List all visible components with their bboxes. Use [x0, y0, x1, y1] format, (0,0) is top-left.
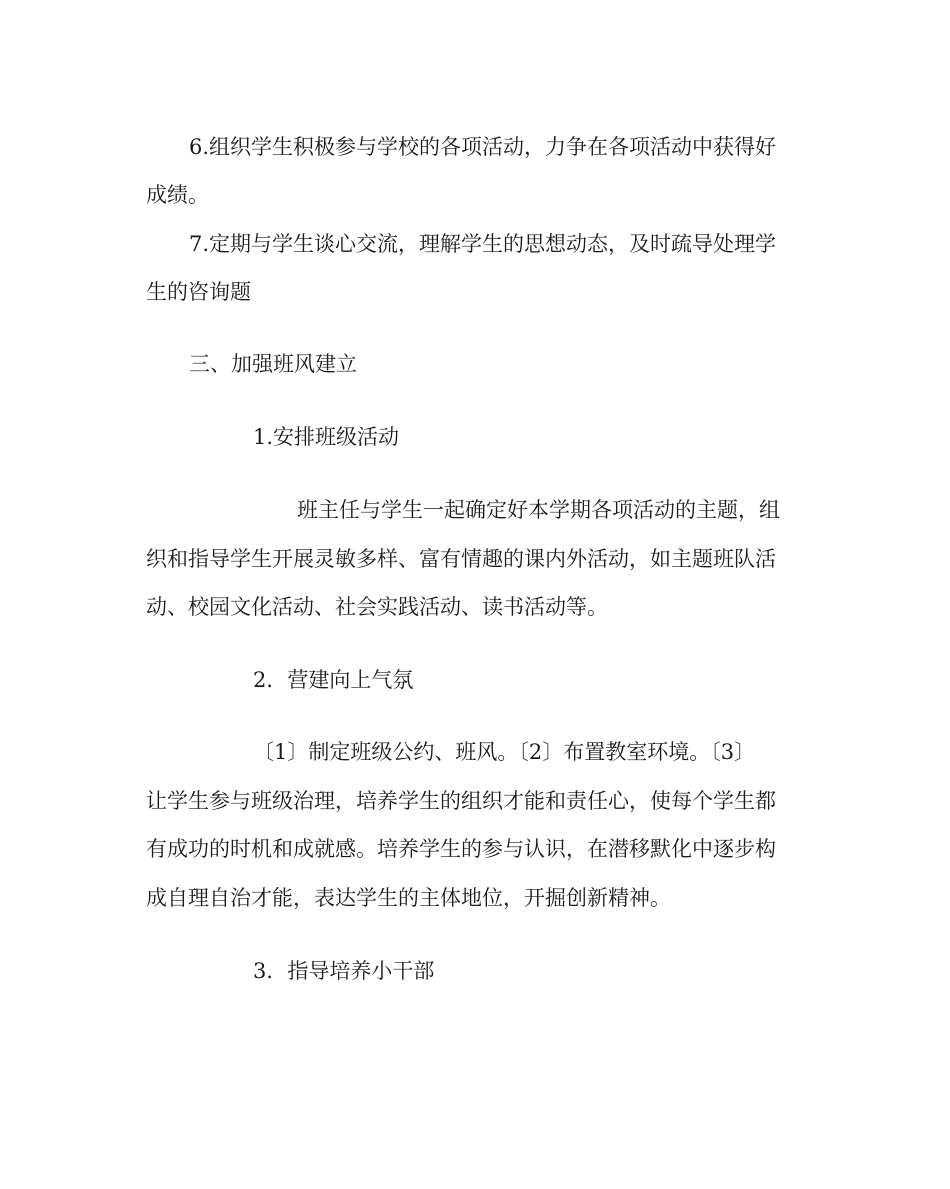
sub-1-heading: 1.安排班级活动 [253, 425, 400, 449]
sub-2-line-4: 成自理自治才能，表达学生的主体地位，开掘创新精神。 [146, 886, 671, 910]
item-6-line-1: 6.组织学生积极参与学校的各项活动，力争在各项活动中获得好 [189, 135, 777, 159]
sub-2-heading: 2．营建向上气氛 [253, 668, 414, 692]
sub-1-line-2: 织和指导学生开展灵敏多样、富有情趣的课内外活动，如主题班队活 [146, 547, 776, 571]
sub-2-line-3: 有成功的时机和成就感。培养学生的参与认识，在潜移默化中逐步构 [146, 837, 776, 861]
item-7-line-1: 7.定期与学生谈心交流，理解学生的思想动态，及时疏导处理学 [189, 232, 777, 256]
item-7-line-2: 生的咨询题 [146, 280, 251, 304]
sub-1-line-3: 动、校园文化活动、社会实践活动、读书活动等。 [146, 595, 608, 619]
item-6-line-2: 成绩。 [146, 183, 209, 207]
sub-2-line-2: 让学生参与班级治理，培养学生的组织才能和责任心，使每个学生都 [146, 789, 776, 813]
section-3-heading: 三、加强班风建立 [189, 352, 357, 376]
sub-1-line-1: 班主任与学生一起确定好本学期各项活动的主题，组 [297, 498, 780, 522]
sub-2-line-1: 〔1〕制定班级公约、班风。〔2〕布置教室环境。〔3〕 [253, 740, 756, 764]
sub-3-heading: 3．指导培养小干部 [253, 959, 435, 983]
